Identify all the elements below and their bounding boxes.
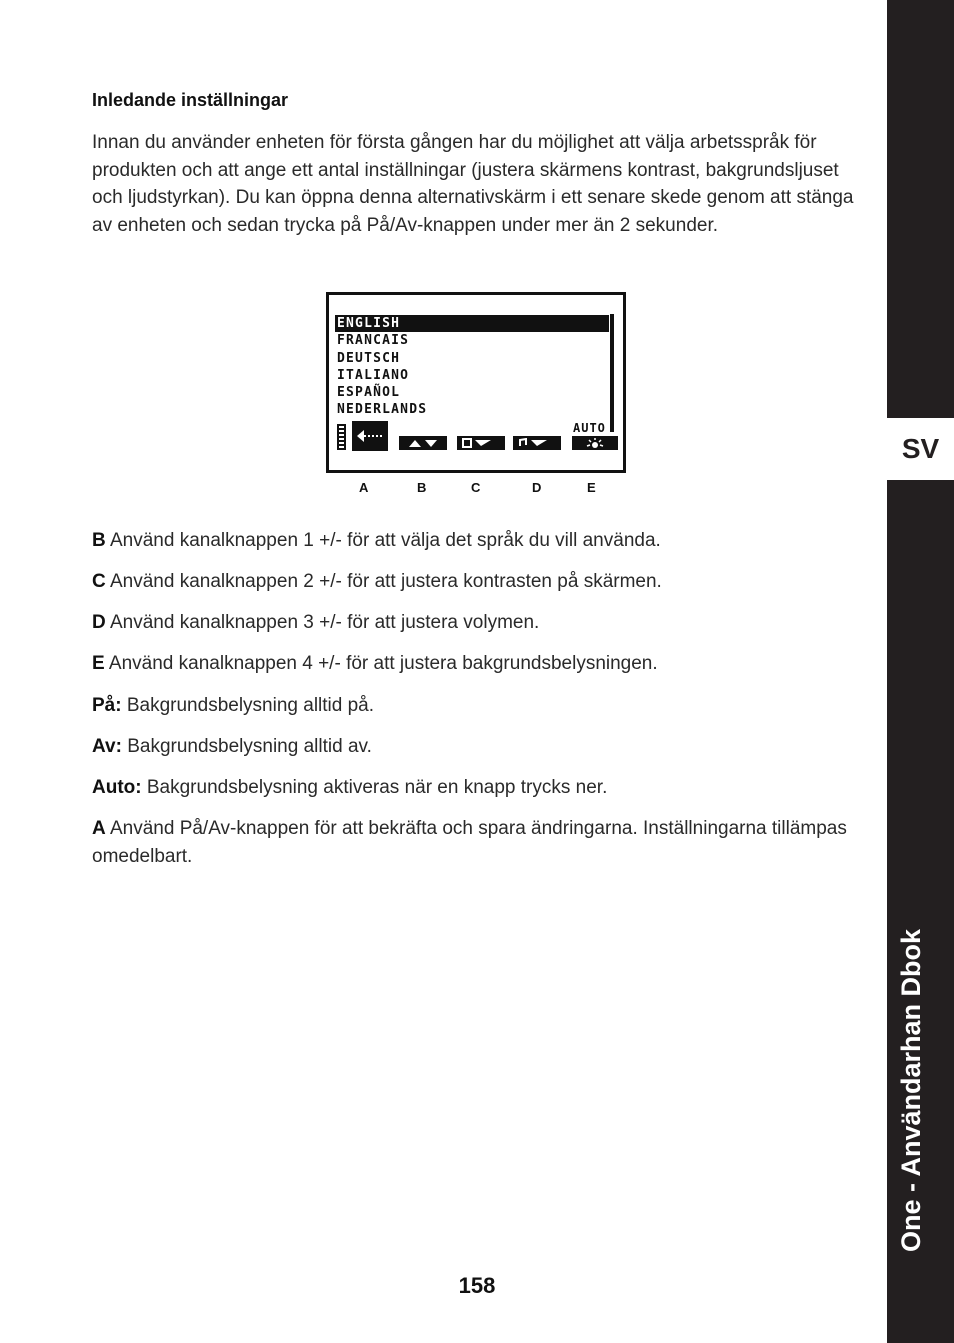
battery-icon — [337, 424, 346, 450]
language-item: ITALIANO — [337, 367, 410, 383]
scrollbar-thumb — [610, 314, 614, 328]
description-av: Av: Bakgrundsbelysning alltid av. — [92, 736, 372, 757]
language-item: FRANCAIS — [337, 333, 410, 349]
figure-label-a: A — [359, 480, 369, 495]
description-pa: På: Bakgrundsbelysning alltid på. — [92, 695, 375, 716]
language-item: ENGLISH — [335, 315, 609, 332]
description-e: E Använd kanalknappen 4 +/- för att justera bakgrundsbelysningen. — [92, 653, 658, 674]
figure-label-e: E — [587, 480, 596, 495]
back-arrow-icon — [352, 421, 388, 451]
device-screen-figure — [326, 292, 626, 473]
figure-labels — [0, 480, 954, 498]
backlight-icon — [572, 436, 618, 450]
language-tab: SV — [887, 418, 954, 480]
language-item: ESPAÑOL — [337, 385, 401, 401]
page-heading: Inledande inställningar — [92, 90, 289, 110]
auto-backlight-label: AUTO — [573, 421, 606, 435]
contrast-icon — [457, 436, 505, 450]
language-item: DEUTSCH — [337, 350, 401, 366]
language-item: NEDERLANDS — [337, 402, 428, 418]
description-c: C Använd kanalknappen 2 +/- för att justera kontrasten på skärmen. — [92, 571, 662, 592]
description-auto: Auto: Bakgrundsbelysning aktiveras när en knapp trycks ner. — [92, 777, 608, 798]
language-select-icon — [399, 436, 447, 450]
figure-label-c: C — [471, 480, 481, 495]
description-b: B Använd kanalknappen 1 +/- för att välja det språk du vill använda. — [92, 530, 661, 551]
language-list — [335, 315, 611, 419]
side-title: One - Användarhan Dbok — [896, 928, 926, 1252]
volume-icon — [513, 436, 561, 450]
scrollbar — [610, 314, 614, 432]
figure-label-d: D — [532, 480, 542, 495]
page-number: 158 — [458, 1273, 496, 1298]
screen-bottom-bar — [335, 421, 619, 455]
intro-paragraph: Innan du använder enheten för första gången har du möjlighet att välja arbetsspråk för produkten och att ange ett antal inställningar (justera skärmens kontrast, bakgrundsljuset och ljudstyrkan). Du kan öppna denna alternativskärm i ett senare skede genom att stänga av enheten och sedan trycka på På/Av-knappen under mer än 2 sekunder. — [92, 132, 854, 236]
description-d: D Använd kanalknappen 3 +/- för att justera volymen. — [92, 612, 540, 633]
figure-label-b: B — [417, 480, 427, 495]
description-a: A Använd På/Av-knappen för att bekräfta och spara ändringarna. Inställningarna tillämpas omedelbart. — [92, 818, 847, 867]
